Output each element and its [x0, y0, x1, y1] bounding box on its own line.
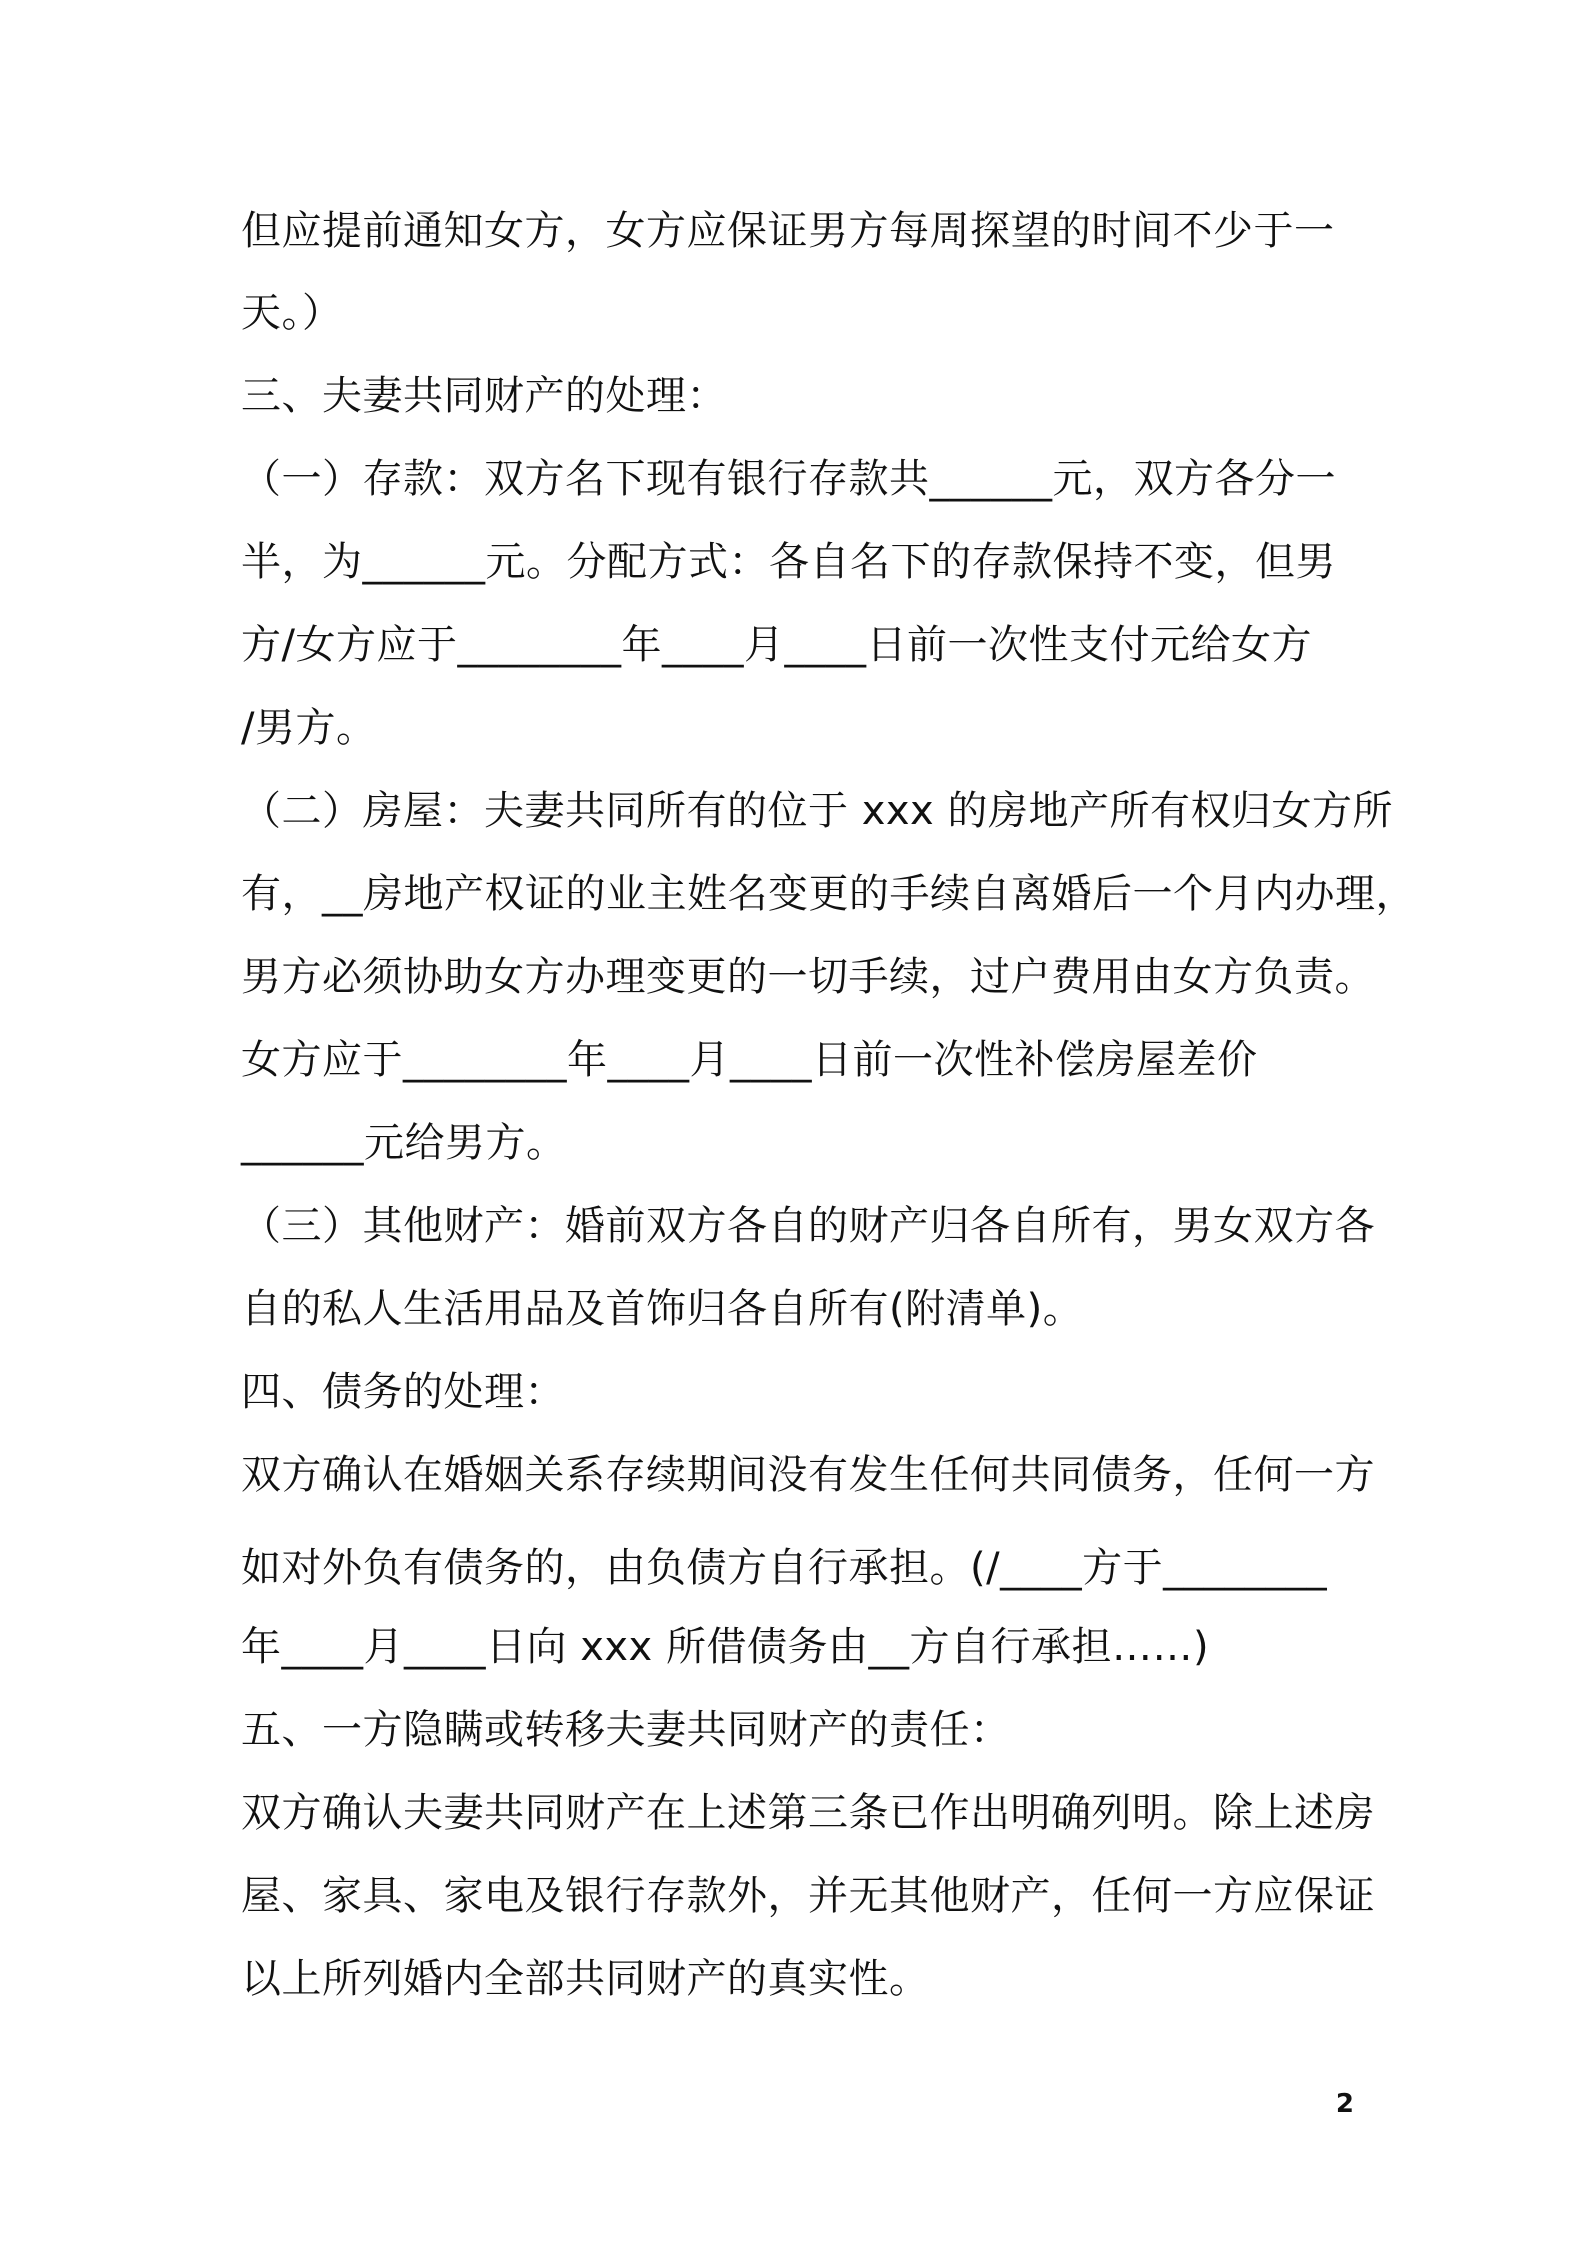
- text-line: 方/女方应于________年____月____日前一次性支付元给女方: [241, 622, 1312, 668]
- text-line: （一）存款：双方名下现有银行存款共______元，双方各分一: [241, 456, 1336, 502]
- text-line: /男方。: [241, 705, 377, 751]
- text-line: 男方必须协助女方办理变更的一切手续，过户费用由女方负责。: [241, 954, 1375, 1000]
- text-line: 半，为______元。分配方式：各自名下的存款保持不变，但男: [241, 539, 1336, 585]
- text-line: 天。）: [241, 290, 343, 336]
- text-line: 双方确认夫妻共同财产在上述第三条已作出明确列明。除上述房: [241, 1790, 1375, 1836]
- text-line: （二）房屋：夫妻共同所有的位于 xxx 的房地产所有权归女方所: [241, 788, 1393, 834]
- text-line: 女方应于________年____月____日前一次性补偿房屋差价: [241, 1037, 1258, 1083]
- section-heading-5: 五、一方隐瞒或转移夫妻共同财产的责任：: [241, 1707, 1011, 1753]
- page-number: 2: [1335, 2089, 1354, 2119]
- section-heading-3: 三、夫妻共同财产的处理：: [241, 373, 727, 419]
- section-heading-4: 四、债务的处理：: [241, 1369, 565, 1415]
- text-line: ______元给男方。: [241, 1120, 567, 1166]
- text-line: 年____月____日向 xxx 所借债务由__方自行承担……): [241, 1624, 1210, 1670]
- text-line: （三）其他财产：婚前双方各自的财产归各自所有，男女双方各: [241, 1203, 1375, 1249]
- text-line: 但应提前通知女方，女方应保证男方每周探望的时间不少于一: [241, 208, 1335, 254]
- text-line: 以上所列婚内全部共同财产的真实性。: [241, 1956, 930, 2002]
- text-line: 屋、家具、家电及银行存款外，并无其他财产，任何一方应保证: [241, 1873, 1375, 1919]
- text-line: 双方确认在婚姻关系存续期间没有发生任何共同债务，任何一方: [241, 1452, 1375, 1498]
- text-line: 有，__房地产权证的业主姓名变更的手续自离婚后一个月内办理，: [241, 871, 1416, 917]
- text-line: 自的私人生活用品及首饰归各自所有(附清单)。: [241, 1286, 1084, 1332]
- text-line: 如对外负有债务的，由负债方自行承担。(/____方于________: [241, 1545, 1328, 1591]
